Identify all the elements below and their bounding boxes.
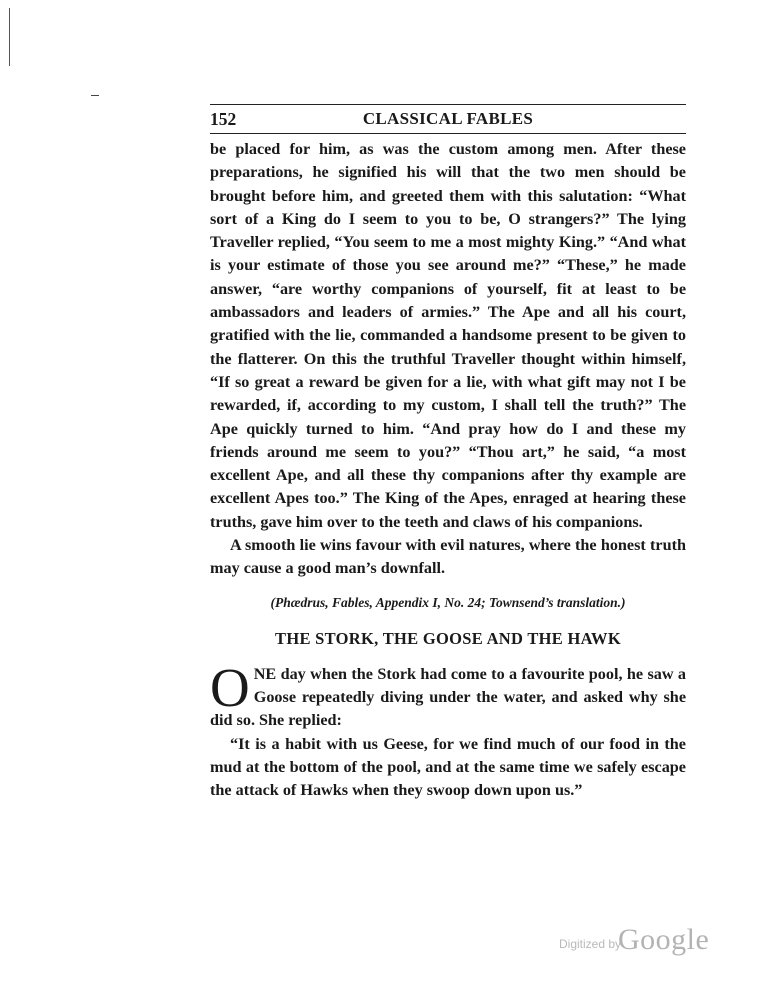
page-number: 152 (210, 109, 237, 129)
watermark-prefix: Digitized by (559, 937, 622, 951)
source-citation: (Phædrus, Fables, Appendix I, No. 24; Townsend’s translation.) (270, 594, 626, 610)
moral-paragraph: A smooth lie wins favour with evil natures, where the honest truth may cause a good man’s downfall. (210, 536, 686, 578)
running-header (210, 104, 686, 134)
scan-edge-mark (9, 8, 10, 66)
scan-dash-mark (91, 95, 99, 96)
drop-cap-letter: O (210, 656, 250, 718)
story-opening-paragraph (210, 656, 686, 733)
story-paragraph: “It is a habit with us Geese, for we find much of our food in the mud at the bottom of the pool, and at the same time we safely escape the attack of Hawks when they swoop down upon us.” (210, 734, 686, 800)
fable-story (210, 656, 686, 803)
digitized-watermark (559, 925, 719, 965)
body-paragraph-continued: be placed for him, as was the custom among men. After these preparations, he signified his will that the two men should be brought before him, and greeted them with this salutation: “What sort of a King do I seem to you to be, O strangers?” The lying Traveller replied, “You seem to me a most mighty King.” “And what is your estimate of those you see around me?” “These,” he made answer, “are worthy companions of yourself, fit at least to be ambassadors and leaders of armies.” The Ape and all his court, gratified with the lie, commanded a handsome present to be given to the flatterer. On this the truthful Traveller thought within himself, “If so great a reward be given for a lie, with what gift may not I be rewarded, if, according to my custom, I shall tell the truth?” The Ape quickly turned to him. “And pray how do I and these my friends around me seem to you?” “Thou art,” he said, “a most excellent Ape, and all these thy companions after thy example are excellent Apes too.” The King of the Apes, enraged at hearing these truths, gave him over to the teeth and claws of his companions. (210, 140, 686, 531)
fable-title: THE STORK, THE GOOSE AND THE HAWK (275, 628, 621, 648)
book-page (210, 104, 686, 802)
google-logo: Google (618, 923, 710, 956)
story-opening-text: NE day when the Stork had come to a favourite pool, he saw a Goose repeatedly diving under the water, and asked why she did so. She replied: (210, 664, 686, 730)
running-title: CLASSICAL FABLES (362, 109, 534, 128)
